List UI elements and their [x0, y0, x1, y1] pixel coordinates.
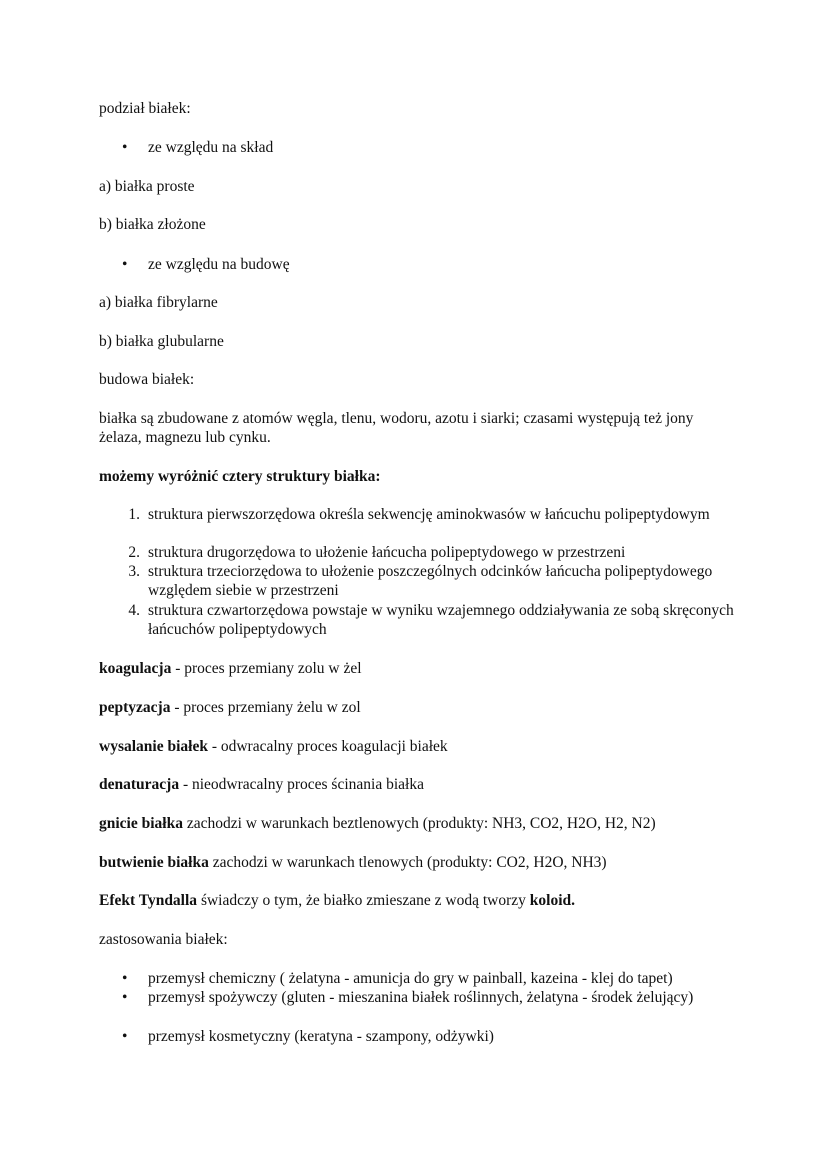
bullet-item-composition: [122, 138, 273, 157]
application-text: przemysł chemiczny ( żelatyna - amunicja do gry w painball, kazeina - klej do tapet): [148, 970, 673, 987]
fibrillar-proteins: a) białka fibrylarne: [99, 294, 218, 311]
definition-peptyzacja: [99, 698, 361, 717]
tyndall-effect: [99, 891, 575, 910]
item-text: struktura trzeciorzędowa to ułożenie poszczególnych odcinków łańcucha polipeptydowego względem siebie w przestrzeni: [148, 563, 713, 599]
levels-heading: [99, 467, 381, 486]
item-text: struktura drugorzędowa to ułożenie łańcucha polipeptydowego w przestrzeni: [148, 544, 626, 561]
definition-denaturacja: [99, 775, 424, 794]
item-text: struktura czwartorzędowa powstaje w wyniku wzajemnego oddziaływania ze sobą skręconych łańcuchów polipeptydowych: [148, 602, 734, 638]
definition-term: peptyzacja: [99, 699, 171, 716]
tyndall-text: świadczy o tym, że białko zmieszane z wodą tworzy: [197, 892, 530, 909]
definition-term: butwienie białka: [99, 854, 209, 871]
numbered-item: [118, 601, 738, 639]
definition-term: wysalanie białek: [99, 738, 208, 755]
definition-text: - odwracalny proces koagulacji białek: [207, 738, 448, 755]
tyndall-term: Efekt Tyndalla: [99, 892, 198, 909]
tyndall-end-term: koloid.: [529, 892, 575, 909]
definition-butwienie: [99, 853, 607, 872]
bullet-icon: •: [122, 1028, 128, 1045]
application-text: przemysł kosmetyczny (keratyna - szampony, odżywki): [148, 1028, 494, 1045]
bullet-text: ze względu na skład: [148, 139, 274, 156]
bullet-icon: •: [122, 970, 128, 987]
application-text: przemysł spożywczy (gluten - mieszanina białek roślinnych, żelatyna - środek żelujący): [148, 989, 694, 1006]
complex-proteins: b) białka złożone: [99, 216, 206, 233]
item-text: struktura pierwszorzędowa określa sekwencję aminokwasów w łańcuchu polipeptydowym: [148, 506, 710, 523]
item-number: 1.: [128, 506, 140, 523]
item-number: 3.: [128, 563, 140, 580]
bullet-item-structure: [122, 255, 290, 274]
definition-text: zachodzi w warunkach tlenowych (produkty: CO2, H2O, NH3): [208, 854, 607, 871]
definition-term: denaturacja: [99, 776, 180, 793]
definition-text: zachodzi w warunkach beztlenowych (produkty: NH3, CO2, H2O, H2, N2): [182, 815, 656, 832]
applications-heading: zastosowania białek:: [99, 931, 228, 948]
definition-text: - proces przemiany żelu w zol: [170, 699, 361, 716]
numbered-item: [118, 505, 738, 524]
application-item: [122, 988, 742, 1007]
levels-heading-text: możemy wyróżnić cztery struktury białka:: [99, 468, 381, 485]
definition-text: - proces przemiany zolu w żel: [171, 660, 362, 677]
item-number: 4.: [128, 602, 140, 619]
globular-proteins: b) białka glubularne: [99, 333, 224, 350]
structure-heading: budowa białek:: [99, 371, 195, 388]
classification-heading: podział białek:: [99, 100, 191, 117]
definition-term: koagulacja: [99, 660, 172, 677]
definition-term: gnicie białka: [99, 815, 183, 832]
definition-gnicie: [99, 814, 656, 833]
item-number: 2.: [128, 544, 140, 561]
definition-koagulacja: [99, 659, 362, 678]
simple-proteins: a) białka proste: [99, 178, 195, 195]
numbered-item: [118, 543, 738, 562]
application-item: [122, 1027, 742, 1046]
definition-text: - nieodwracalny proces ścinania białka: [179, 776, 424, 793]
numbered-item: [118, 562, 738, 600]
bullet-icon: •: [122, 989, 128, 1006]
application-item: [122, 969, 742, 988]
structure-paragraph: białka są zbudowane z atomów węgla, tlenu, wodoru, azotu i siarki; czasami występują też jony żelaza, magnezu lub cynku.: [99, 410, 694, 446]
definition-wysalanie: [99, 737, 448, 756]
bullet-icon: •: [122, 139, 128, 156]
bullet-icon: •: [122, 256, 128, 273]
bullet-text: ze względu na budowę: [148, 256, 290, 273]
